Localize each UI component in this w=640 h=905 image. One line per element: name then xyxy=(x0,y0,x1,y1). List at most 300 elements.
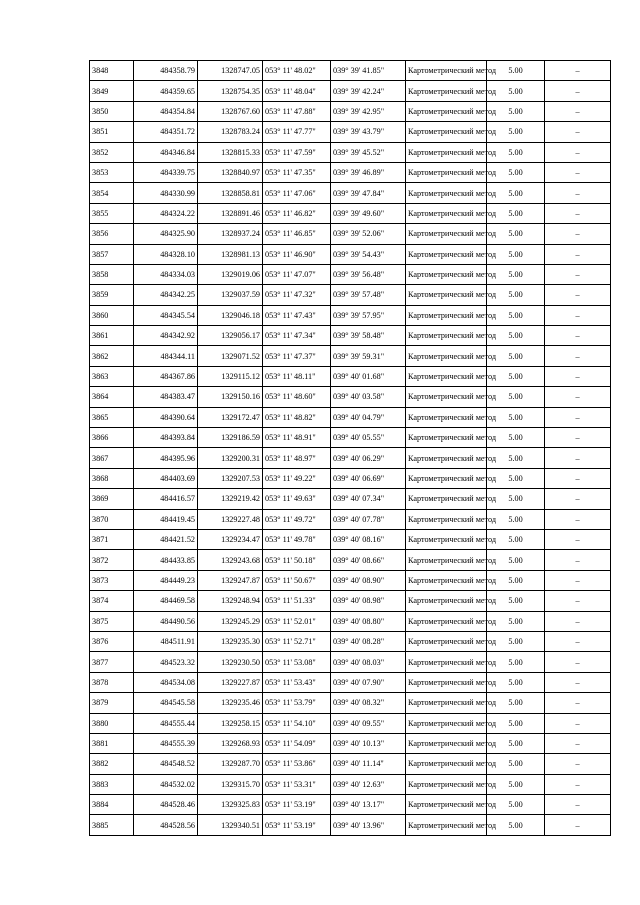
point-number-cell: 3870 xyxy=(90,509,134,529)
point-number-cell: 3867 xyxy=(90,448,134,468)
table-row xyxy=(90,162,611,182)
table-row xyxy=(90,203,611,223)
table-row xyxy=(90,305,611,325)
latitude-cell: 053° 11' 48.02" xyxy=(263,61,331,81)
table-row xyxy=(90,142,611,162)
description-cell: – xyxy=(545,142,611,162)
latitude-cell: 053° 11' 54.10" xyxy=(263,713,331,733)
y-coordinate-cell: 1328937.24 xyxy=(198,224,263,244)
error-cell: 5.00 xyxy=(487,61,545,81)
longitude-cell: 039° 39' 49.60" xyxy=(331,203,406,223)
method-cell: Картометрический метод xyxy=(406,529,487,549)
method-cell: Картометрический метод xyxy=(406,774,487,794)
latitude-cell: 053° 11' 47.37" xyxy=(263,346,331,366)
point-number-cell: 3880 xyxy=(90,713,134,733)
error-cell: 5.00 xyxy=(487,754,545,774)
method-cell: Картометрический метод xyxy=(406,570,487,590)
latitude-cell: 053° 11' 47.77" xyxy=(263,122,331,142)
latitude-cell: 053° 11' 54.09" xyxy=(263,733,331,753)
method-cell: Картометрический метод xyxy=(406,305,487,325)
method-cell: Картометрический метод xyxy=(406,326,487,346)
x-coordinate-cell: 484545.58 xyxy=(134,693,198,713)
y-coordinate-cell: 1329200.31 xyxy=(198,448,263,468)
longitude-cell: 039° 40' 07.34" xyxy=(331,489,406,509)
point-number-cell: 3849 xyxy=(90,81,134,101)
method-cell: Картометрический метод xyxy=(406,591,487,611)
latitude-cell: 053° 11' 49.78" xyxy=(263,529,331,549)
x-coordinate-cell: 484334.03 xyxy=(134,264,198,284)
error-cell: 5.00 xyxy=(487,203,545,223)
description-cell: – xyxy=(545,652,611,672)
table-row xyxy=(90,795,611,815)
error-cell: 5.00 xyxy=(487,326,545,346)
longitude-cell: 039° 40' 03.58" xyxy=(331,387,406,407)
method-cell: Картометрический метод xyxy=(406,754,487,774)
method-cell: Картометрический метод xyxy=(406,407,487,427)
latitude-cell: 053° 11' 50.67" xyxy=(263,570,331,590)
error-cell: 5.00 xyxy=(487,448,545,468)
longitude-cell: 039° 40' 09.55" xyxy=(331,713,406,733)
point-number-cell: 3856 xyxy=(90,224,134,244)
point-number-cell: 3850 xyxy=(90,101,134,121)
point-number-cell: 3883 xyxy=(90,774,134,794)
error-cell: 5.00 xyxy=(487,244,545,264)
method-cell: Картометрический метод xyxy=(406,101,487,121)
longitude-cell: 039° 40' 01.68" xyxy=(331,366,406,386)
description-cell: – xyxy=(545,61,611,81)
x-coordinate-cell: 484393.84 xyxy=(134,428,198,448)
method-cell: Картометрический метод xyxy=(406,428,487,448)
latitude-cell: 053° 11' 48.04" xyxy=(263,81,331,101)
table-row xyxy=(90,366,611,386)
error-cell: 5.00 xyxy=(487,264,545,284)
y-coordinate-cell: 1328747.05 xyxy=(198,61,263,81)
longitude-cell: 039° 40' 08.32" xyxy=(331,693,406,713)
x-coordinate-cell: 484351.72 xyxy=(134,122,198,142)
description-cell: – xyxy=(545,631,611,651)
longitude-cell: 039° 40' 13.17" xyxy=(331,795,406,815)
error-cell: 5.00 xyxy=(487,224,545,244)
point-number-cell: 3877 xyxy=(90,652,134,672)
error-cell: 5.00 xyxy=(487,529,545,549)
table-row xyxy=(90,652,611,672)
latitude-cell: 053° 11' 48.82" xyxy=(263,407,331,427)
point-number-cell: 3875 xyxy=(90,611,134,631)
point-number-cell: 3859 xyxy=(90,285,134,305)
latitude-cell: 053° 11' 47.59" xyxy=(263,142,331,162)
description-cell: – xyxy=(545,754,611,774)
method-cell: Картометрический метод xyxy=(406,285,487,305)
latitude-cell: 053° 11' 53.08" xyxy=(263,652,331,672)
method-cell: Картометрический метод xyxy=(406,652,487,672)
longitude-cell: 039° 40' 07.90" xyxy=(331,672,406,692)
description-cell: – xyxy=(545,713,611,733)
y-coordinate-cell: 1329234.47 xyxy=(198,529,263,549)
error-cell: 5.00 xyxy=(487,672,545,692)
method-cell: Картометрический метод xyxy=(406,468,487,488)
table-row xyxy=(90,183,611,203)
table-row xyxy=(90,693,611,713)
description-cell: – xyxy=(545,815,611,835)
y-coordinate-cell: 1329019.06 xyxy=(198,264,263,284)
method-cell: Картометрический метод xyxy=(406,693,487,713)
point-number-cell: 3878 xyxy=(90,672,134,692)
error-cell: 5.00 xyxy=(487,550,545,570)
description-cell: – xyxy=(545,203,611,223)
point-number-cell: 3857 xyxy=(90,244,134,264)
description-cell: – xyxy=(545,448,611,468)
method-cell: Картометрический метод xyxy=(406,142,487,162)
latitude-cell: 053° 11' 47.06" xyxy=(263,183,331,203)
longitude-cell: 039° 39' 57.95" xyxy=(331,305,406,325)
longitude-cell: 039° 40' 07.78" xyxy=(331,509,406,529)
error-cell: 5.00 xyxy=(487,122,545,142)
error-cell: 5.00 xyxy=(487,570,545,590)
error-cell: 5.00 xyxy=(487,407,545,427)
y-coordinate-cell: 1329258.15 xyxy=(198,713,263,733)
latitude-cell: 053° 11' 46.90" xyxy=(263,244,331,264)
description-cell: – xyxy=(545,346,611,366)
latitude-cell: 053° 11' 48.91" xyxy=(263,428,331,448)
error-cell: 5.00 xyxy=(487,713,545,733)
description-cell: – xyxy=(545,693,611,713)
y-coordinate-cell: 1329172.47 xyxy=(198,407,263,427)
description-cell: – xyxy=(545,162,611,182)
x-coordinate-cell: 484528.46 xyxy=(134,795,198,815)
x-coordinate-cell: 484416.57 xyxy=(134,489,198,509)
x-coordinate-cell: 484449.23 xyxy=(134,570,198,590)
y-coordinate-cell: 1329325.83 xyxy=(198,795,263,815)
table-row xyxy=(90,550,611,570)
table-row xyxy=(90,672,611,692)
x-coordinate-cell: 484330.99 xyxy=(134,183,198,203)
method-cell: Картометрический метод xyxy=(406,509,487,529)
point-number-cell: 3873 xyxy=(90,570,134,590)
x-coordinate-cell: 484433.85 xyxy=(134,550,198,570)
table-row xyxy=(90,387,611,407)
description-cell: – xyxy=(545,591,611,611)
error-cell: 5.00 xyxy=(487,795,545,815)
method-cell: Картометрический метод xyxy=(406,815,487,835)
latitude-cell: 053° 11' 47.88" xyxy=(263,101,331,121)
point-number-cell: 3865 xyxy=(90,407,134,427)
method-cell: Картометрический метод xyxy=(406,795,487,815)
longitude-cell: 039° 39' 57.48" xyxy=(331,285,406,305)
x-coordinate-cell: 484390.64 xyxy=(134,407,198,427)
method-cell: Картометрический метод xyxy=(406,550,487,570)
longitude-cell: 039° 40' 06.69" xyxy=(331,468,406,488)
method-cell: Картометрический метод xyxy=(406,122,487,142)
error-cell: 5.00 xyxy=(487,815,545,835)
method-cell: Картометрический метод xyxy=(406,733,487,753)
point-number-cell: 3855 xyxy=(90,203,134,223)
x-coordinate-cell: 484359.65 xyxy=(134,81,198,101)
x-coordinate-cell: 484469.58 xyxy=(134,591,198,611)
point-number-cell: 3864 xyxy=(90,387,134,407)
y-coordinate-cell: 1329115.12 xyxy=(198,366,263,386)
method-cell: Картометрический метод xyxy=(406,489,487,509)
table-row xyxy=(90,285,611,305)
longitude-cell: 039° 39' 54.43" xyxy=(331,244,406,264)
error-cell: 5.00 xyxy=(487,468,545,488)
description-cell: – xyxy=(545,468,611,488)
table-row xyxy=(90,631,611,651)
longitude-cell: 039° 39' 56.48" xyxy=(331,264,406,284)
y-coordinate-cell: 1329186.59 xyxy=(198,428,263,448)
error-cell: 5.00 xyxy=(487,652,545,672)
description-cell: – xyxy=(545,550,611,570)
x-coordinate-cell: 484548.52 xyxy=(134,754,198,774)
description-cell: – xyxy=(545,285,611,305)
longitude-cell: 039° 40' 05.55" xyxy=(331,428,406,448)
point-number-cell: 3872 xyxy=(90,550,134,570)
description-cell: – xyxy=(545,305,611,325)
point-number-cell: 3879 xyxy=(90,693,134,713)
description-cell: – xyxy=(545,611,611,631)
y-coordinate-cell: 1329315.70 xyxy=(198,774,263,794)
latitude-cell: 053° 11' 48.60" xyxy=(263,387,331,407)
description-cell: – xyxy=(545,774,611,794)
y-coordinate-cell: 1329235.46 xyxy=(198,693,263,713)
longitude-cell: 039° 40' 11.14" xyxy=(331,754,406,774)
y-coordinate-cell: 1329287.70 xyxy=(198,754,263,774)
description-cell: – xyxy=(545,428,611,448)
description-cell: – xyxy=(545,672,611,692)
description-cell: – xyxy=(545,795,611,815)
method-cell: Картометрический метод xyxy=(406,162,487,182)
table-row xyxy=(90,122,611,142)
y-coordinate-cell: 1329340.51 xyxy=(198,815,263,835)
latitude-cell: 053° 11' 47.07" xyxy=(263,264,331,284)
latitude-cell: 053° 11' 53.86" xyxy=(263,754,331,774)
method-cell: Картометрический метод xyxy=(406,631,487,651)
description-cell: – xyxy=(545,326,611,346)
latitude-cell: 053° 11' 47.32" xyxy=(263,285,331,305)
longitude-cell: 039° 39' 42.24" xyxy=(331,81,406,101)
method-cell: Картометрический метод xyxy=(406,61,487,81)
y-coordinate-cell: 1329227.87 xyxy=(198,672,263,692)
point-number-cell: 3852 xyxy=(90,142,134,162)
longitude-cell: 039° 40' 04.79" xyxy=(331,407,406,427)
latitude-cell: 053° 11' 47.43" xyxy=(263,305,331,325)
description-cell: – xyxy=(545,224,611,244)
longitude-cell: 039° 39' 41.85" xyxy=(331,61,406,81)
error-cell: 5.00 xyxy=(487,183,545,203)
y-coordinate-cell: 1328858.81 xyxy=(198,183,263,203)
point-number-cell: 3874 xyxy=(90,591,134,611)
error-cell: 5.00 xyxy=(487,285,545,305)
description-cell: – xyxy=(545,570,611,590)
longitude-cell: 039° 40' 08.28" xyxy=(331,631,406,651)
table-row xyxy=(90,428,611,448)
description-cell: – xyxy=(545,509,611,529)
method-cell: Картометрический метод xyxy=(406,672,487,692)
latitude-cell: 053° 11' 53.19" xyxy=(263,815,331,835)
table-row xyxy=(90,733,611,753)
table-body xyxy=(90,61,611,836)
table-row xyxy=(90,101,611,121)
method-cell: Картометрический метод xyxy=(406,387,487,407)
method-cell: Картометрический метод xyxy=(406,203,487,223)
table-row xyxy=(90,591,611,611)
x-coordinate-cell: 484403.69 xyxy=(134,468,198,488)
longitude-cell: 039° 39' 45.52" xyxy=(331,142,406,162)
table-row xyxy=(90,81,611,101)
latitude-cell: 053° 11' 48.11" xyxy=(263,366,331,386)
x-coordinate-cell: 484328.10 xyxy=(134,244,198,264)
point-number-cell: 3884 xyxy=(90,795,134,815)
table-row xyxy=(90,815,611,835)
error-cell: 5.00 xyxy=(487,774,545,794)
table-row xyxy=(90,468,611,488)
point-number-cell: 3882 xyxy=(90,754,134,774)
longitude-cell: 039° 39' 46.89" xyxy=(331,162,406,182)
description-cell: – xyxy=(545,81,611,101)
x-coordinate-cell: 484344.11 xyxy=(134,346,198,366)
y-coordinate-cell: 1329056.17 xyxy=(198,326,263,346)
point-number-cell: 3885 xyxy=(90,815,134,835)
latitude-cell: 053° 11' 53.19" xyxy=(263,795,331,815)
error-cell: 5.00 xyxy=(487,611,545,631)
point-number-cell: 3860 xyxy=(90,305,134,325)
x-coordinate-cell: 484555.44 xyxy=(134,713,198,733)
x-coordinate-cell: 484532.02 xyxy=(134,774,198,794)
x-coordinate-cell: 484419.45 xyxy=(134,509,198,529)
coordinates-table xyxy=(89,60,611,836)
longitude-cell: 039° 40' 08.80" xyxy=(331,611,406,631)
x-coordinate-cell: 484339.75 xyxy=(134,162,198,182)
latitude-cell: 053° 11' 47.34" xyxy=(263,326,331,346)
method-cell: Картометрический метод xyxy=(406,183,487,203)
description-cell: – xyxy=(545,733,611,753)
point-number-cell: 3853 xyxy=(90,162,134,182)
longitude-cell: 039° 39' 52.06" xyxy=(331,224,406,244)
table-row xyxy=(90,529,611,549)
x-coordinate-cell: 484345.54 xyxy=(134,305,198,325)
point-number-cell: 3854 xyxy=(90,183,134,203)
x-coordinate-cell: 484511.91 xyxy=(134,631,198,651)
longitude-cell: 039° 40' 06.29" xyxy=(331,448,406,468)
y-coordinate-cell: 1329207.53 xyxy=(198,468,263,488)
point-number-cell: 3851 xyxy=(90,122,134,142)
error-cell: 5.00 xyxy=(487,428,545,448)
y-coordinate-cell: 1329037.59 xyxy=(198,285,263,305)
y-coordinate-cell: 1328783.24 xyxy=(198,122,263,142)
latitude-cell: 053° 11' 53.31" xyxy=(263,774,331,794)
longitude-cell: 039° 40' 12.63" xyxy=(331,774,406,794)
y-coordinate-cell: 1328981.13 xyxy=(198,244,263,264)
x-coordinate-cell: 484358.79 xyxy=(134,61,198,81)
point-number-cell: 3862 xyxy=(90,346,134,366)
x-coordinate-cell: 484534.08 xyxy=(134,672,198,692)
description-cell: – xyxy=(545,387,611,407)
latitude-cell: 053° 11' 52.01" xyxy=(263,611,331,631)
method-cell: Картометрический метод xyxy=(406,346,487,366)
error-cell: 5.00 xyxy=(487,489,545,509)
latitude-cell: 053° 11' 53.79" xyxy=(263,693,331,713)
description-cell: – xyxy=(545,366,611,386)
x-coordinate-cell: 484421.52 xyxy=(134,529,198,549)
latitude-cell: 053° 11' 49.63" xyxy=(263,489,331,509)
error-cell: 5.00 xyxy=(487,346,545,366)
y-coordinate-cell: 1329248.94 xyxy=(198,591,263,611)
latitude-cell: 053° 11' 51.33" xyxy=(263,591,331,611)
x-coordinate-cell: 484324.22 xyxy=(134,203,198,223)
description-cell: – xyxy=(545,489,611,509)
error-cell: 5.00 xyxy=(487,305,545,325)
x-coordinate-cell: 484346.84 xyxy=(134,142,198,162)
latitude-cell: 053° 11' 50.18" xyxy=(263,550,331,570)
latitude-cell: 053° 11' 46.82" xyxy=(263,203,331,223)
table-row xyxy=(90,244,611,264)
y-coordinate-cell: 1329219.42 xyxy=(198,489,263,509)
description-cell: – xyxy=(545,264,611,284)
table-row xyxy=(90,224,611,244)
longitude-cell: 039° 40' 08.90" xyxy=(331,570,406,590)
x-coordinate-cell: 484325.90 xyxy=(134,224,198,244)
table-row xyxy=(90,754,611,774)
x-coordinate-cell: 484528.56 xyxy=(134,815,198,835)
y-coordinate-cell: 1329235.30 xyxy=(198,631,263,651)
y-coordinate-cell: 1328767.60 xyxy=(198,101,263,121)
error-cell: 5.00 xyxy=(487,101,545,121)
point-number-cell: 3871 xyxy=(90,529,134,549)
table-row xyxy=(90,264,611,284)
table-row xyxy=(90,61,611,81)
method-cell: Картометрический метод xyxy=(406,81,487,101)
point-number-cell: 3876 xyxy=(90,631,134,651)
latitude-cell: 053° 11' 49.22" xyxy=(263,468,331,488)
x-coordinate-cell: 484523.32 xyxy=(134,652,198,672)
latitude-cell: 053° 11' 48.97" xyxy=(263,448,331,468)
latitude-cell: 053° 11' 46.85" xyxy=(263,224,331,244)
description-cell: – xyxy=(545,244,611,264)
x-coordinate-cell: 484342.25 xyxy=(134,285,198,305)
point-number-cell: 3858 xyxy=(90,264,134,284)
method-cell: Картометрический метод xyxy=(406,264,487,284)
latitude-cell: 053° 11' 53.43" xyxy=(263,672,331,692)
x-coordinate-cell: 484367.86 xyxy=(134,366,198,386)
error-cell: 5.00 xyxy=(487,387,545,407)
y-coordinate-cell: 1329230.50 xyxy=(198,652,263,672)
longitude-cell: 039° 40' 08.16" xyxy=(331,529,406,549)
longitude-cell: 039° 39' 58.48" xyxy=(331,326,406,346)
table-row xyxy=(90,326,611,346)
latitude-cell: 053° 11' 49.72" xyxy=(263,509,331,529)
error-cell: 5.00 xyxy=(487,162,545,182)
y-coordinate-cell: 1328891.46 xyxy=(198,203,263,223)
method-cell: Картометрический метод xyxy=(406,244,487,264)
y-coordinate-cell: 1329247.87 xyxy=(198,570,263,590)
error-cell: 5.00 xyxy=(487,142,545,162)
longitude-cell: 039° 39' 47.84" xyxy=(331,183,406,203)
table-row xyxy=(90,448,611,468)
longitude-cell: 039° 40' 08.03" xyxy=(331,652,406,672)
longitude-cell: 039° 39' 42.95" xyxy=(331,101,406,121)
description-cell: – xyxy=(545,183,611,203)
latitude-cell: 053° 11' 52.71" xyxy=(263,631,331,651)
error-cell: 5.00 xyxy=(487,693,545,713)
y-coordinate-cell: 1329071.52 xyxy=(198,346,263,366)
table-row xyxy=(90,570,611,590)
point-number-cell: 3881 xyxy=(90,733,134,753)
table-row xyxy=(90,713,611,733)
y-coordinate-cell: 1328815.33 xyxy=(198,142,263,162)
latitude-cell: 053° 11' 47.35" xyxy=(263,162,331,182)
point-number-cell: 3848 xyxy=(90,61,134,81)
y-coordinate-cell: 1329268.93 xyxy=(198,733,263,753)
error-cell: 5.00 xyxy=(487,631,545,651)
